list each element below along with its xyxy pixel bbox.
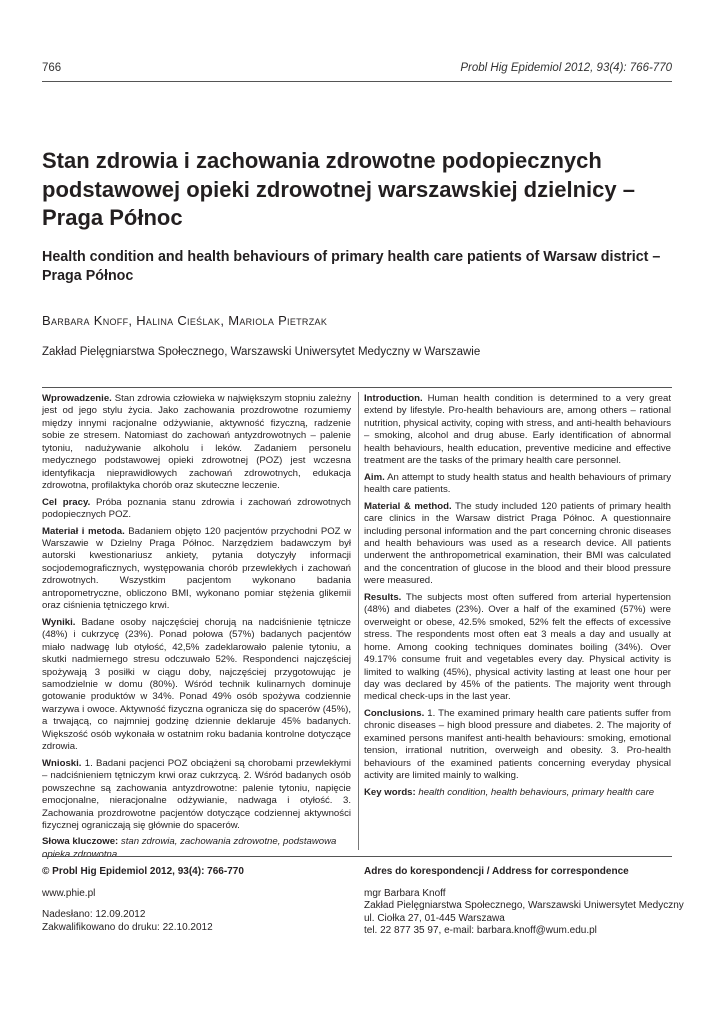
abstract-pl-aim: Cel pracy. Próba poznania stanu zdrowia i zachowań zdrowotnych podopiecznych POZ. — [42, 496, 351, 521]
page-number: 766 — [42, 62, 62, 74]
correspondence-address: ul. Ciołka 27, 01-445 Warszawa — [364, 912, 505, 924]
abstract-en-results: Results. The subjects most often suffered from arterial hypertension (48%) and diabetes (23%). Over a half of the examined (57%) were overweight or obese, 42.5% smoked, 52% felt the effects of excessive stress. The respondents most often eat 3 meals a day and usually at home. Among cooking techniques dominates boiling (34%). Over 49.17% consume fruit and vegetables every day. Physical activity is limited to walking (45%), physical activity lasting at least one hour per day was declared by 45% of the patients. The majority went through medical check-ups in the last year. — [364, 591, 671, 703]
author-3: Mariola Pietrzak — [228, 313, 328, 328]
correspondence-contact[interactable]: tel. 22 877 35 97, e-mail: barbara.knoff@wum.edu.pl — [364, 925, 597, 936]
abstract-pl-conclusions: Wnioski. 1. Badani pacjenci POZ obciążeni są chorobami przewlekłymi – nadciśnieniem tętniczym krwi oraz cukrzycą. 2. Wśród badanych osób powszechne są zachowania antyzdrowotne: palenie tytoniu, napięcie emocjonalne, nieracjonalne odżywianie, nadwaga i otyłość. 3. Zachowania prozdrowotne pacjentów dotyczące codziennej aktywności fizycznej ograniczają się głównie do spacerów. — [42, 757, 351, 831]
author-list: Barbara Knoff, Halina Cieślak, Mariola Pietrzak — [42, 313, 328, 328]
article-title-polish: Stan zdrowia i zachowania zdrowotne podopiecznych podstawowej opieki zdrowotnej warszawskiej dzielnicy – Praga Północ — [42, 148, 635, 230]
abstract-top-divider — [42, 387, 672, 388]
header-divider — [42, 81, 672, 82]
abstract-en-methods: Material & method. The study included 120 patients of primary health care clinics in the Warsaw district Praga Północ. A questionnaire including personal information and the part concerning chronic diseases and health behaviours was used as a research device. All patients underwent the anthropometrical examination, their BMI was calculated and the concentration of glucose in the blood and their blood pressure were measured. — [364, 500, 671, 587]
abstract-en-aim: Aim. An attempt to study health status and health behaviours of primary health care patients. — [364, 471, 671, 496]
correspondence-info — [364, 866, 684, 938]
abstract-pl-results: Wyniki. Badane osoby najczęściej chorują na nadciśnienie tętnicze (48%) i cukrzycę (23%). Ponad połowa (57%) badanych pacjentów miało nadwagę lub otyłość, 42,5% zadeklarowało palenie tytoniu, a skutki nadmiernego stresu odczuwało 52%. Respondenci najczęściej spożywają 3 posiłki w ciągu doby, najczęściej przygotowując je samodzielnie w domu (80%). Wśród technik kulinarnych dominuje gotowanie produktów w 34%. Ponad 49% osób spożywa codziennie warzywa i owoce. Aktywność fizyczna ogranicza się do spacerów (45%), a trwającą, co najmniej godzinę dziennie deklaruje 45% badanych. Większość osób wykonała w ostatnim roku badania kontrolne dotyczące zdrowia. — [42, 616, 351, 753]
abstract-polish — [42, 393, 351, 865]
accepted-date: Zakwalifikowano do druku: 22.10.2012 — [42, 921, 213, 933]
abstract-bottom-divider — [42, 856, 672, 857]
author-2: Halina Cieślak — [136, 313, 221, 328]
abstract-pl-keywords: Słowa kluczowe: stan zdrowia, zachowania zdrowotne, podstawowa opieka zdrowotna — [42, 836, 337, 860]
abstract-pl-methods: Materiał i metoda. Badaniem objęto 120 pacjentów przychodni POZ w Warszawie w Dzielny Praga Północ. Narzędziem badawczym był autorski kwestionariusz ankiety, pytania dotyczyły informacji socjodemograficznych, występowania chorób przewlekłych i zachowań zdrowotnych. Wszystkim pacjentom wykonano badania antropometryczne, obliczono BMI, wykonano pomiar stężenia glikemii oraz ciśnienia tętniczego krwi. — [42, 525, 351, 612]
correspondence-name: mgr Barbara Knoff — [364, 887, 446, 899]
publication-info — [42, 866, 244, 934]
affiliation: Zakład Pielęgniarstwa Społecznego, Warszawski Uniwersytet Medyczny w Warszawie — [42, 346, 481, 358]
journal-reference: Probl Hig Epidemiol 2012, 93(4): 766-770 — [460, 62, 672, 74]
article-title-english: Health condition and health behaviours of primary health care patients of Warsaw district – Praga Północ — [42, 249, 661, 284]
submitted-date: Nadesłano: 12.09.2012 — [42, 909, 146, 920]
abstract-en-intro: Introduction. Human health condition is determined to a very great extend by lifestyle. Pro-health behaviours are, among others – rational nutrition, physical activity, coping with stress, and anti-health behaviours – smoking, alcohol and drug abuse. Early identification of abnormal health behaviours, health education, preventive medicine and effective treatment are the tasks of the primary health care personnel. — [364, 393, 671, 467]
author-1: Barbara Knoff — [42, 313, 129, 328]
abstract-pl-intro: Wprowadzenie. Stan zdrowia człowieka w największym stopniu zależny jest od jego stylu życia. Jako zachowania prozdrowotne rozumiemy między innymi racjonalne odżywianie, aktywność fizyczną, radzenie sobie ze stresem. Natomiast do zachowań antyzdrowotnych – palenie tytoniu, nadużywanie alkoholu i leków. Zadaniem personelu medycznego podstawowej opieki zdrowotnej (POZ) jest wczesna identyfikacja nieprawidłowych zachowań zdrowotnych, edukacja zdrowotna, profilaktyka chorób oraz skuteczne leczenie. — [42, 393, 351, 492]
column-divider — [358, 392, 359, 850]
abstract-en-keywords: Key words: health condition, health behaviours, primary health care — [364, 786, 655, 798]
abstract-en-conclusions: Conclusions. 1. The examined primary health care patients suffer from chronic diseases – high blood pressure and diabetes. 2. The majority of examined persons manifest anti-health behaviours: smoking, emotional tension, irrational nutrition, overweigh and obesity. 3. Pro-health behaviours of the examined patients concerning everyday physical activity are limited mainly to walking. — [364, 707, 671, 782]
correspondence-institution: Zakład Pielęgniarstwa Społecznego, Warszawski Uniwersytet Medyczny — [364, 900, 684, 911]
abstract-english — [364, 393, 671, 803]
copyright-notice: © Probl Hig Epidemiol 2012, 93(4): 766-770 — [42, 866, 244, 877]
correspondence-heading: Adres do korespondencji / Address for correspondence — [364, 866, 629, 877]
journal-website-link[interactable]: www.phie.pl — [42, 887, 96, 899]
